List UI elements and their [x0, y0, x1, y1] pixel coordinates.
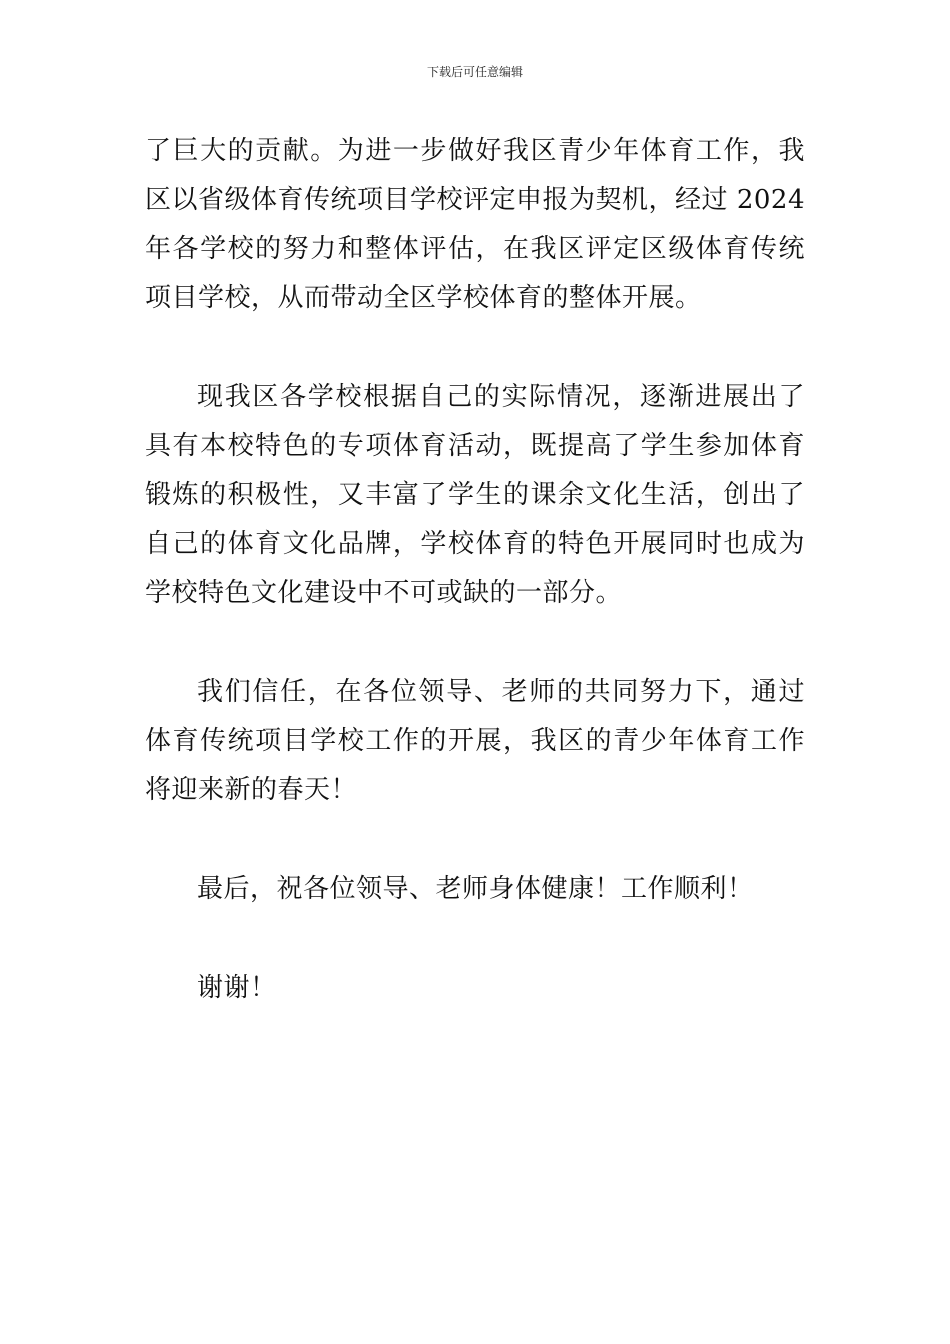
paragraph-wishes: 最后，祝各位领导、老师身体健康！工作顺利！: [197, 874, 754, 904]
paragraph-thanks: 谢谢！: [197, 973, 277, 1003]
paragraph-continuation: 了巨大的贡献。为进一步做好我区青少年体育工作，我区以省级体育传统项目学校评定申报为契机，经过 2024 年各学校的努力和整体评估，在我区评定区级体育传统项目学校，从而带动全区学校体育的整体开展。: [145, 136, 805, 313]
document-body: [145, 127, 805, 1013]
paragraph-outlook: 我们信任，在各位领导、老师的共同努力下，通过体育传统项目学校工作的开展，我区的青少年体育工作将迎来新的春天！: [145, 677, 805, 805]
header-note: 下载后可任意编辑: [426, 65, 523, 79]
paragraph-school-features: 现我区各学校根据自己的实际情况，逐渐进展出了具有本校特色的专项体育活动，既提高了学生参加体育锻炼的积极性，又丰富了学生的课余文化生活，创出了自己的体育文化品牌，学校体育的特色开展同时也成为学校特色文化建设中不可或缺的一部分。: [145, 382, 805, 608]
